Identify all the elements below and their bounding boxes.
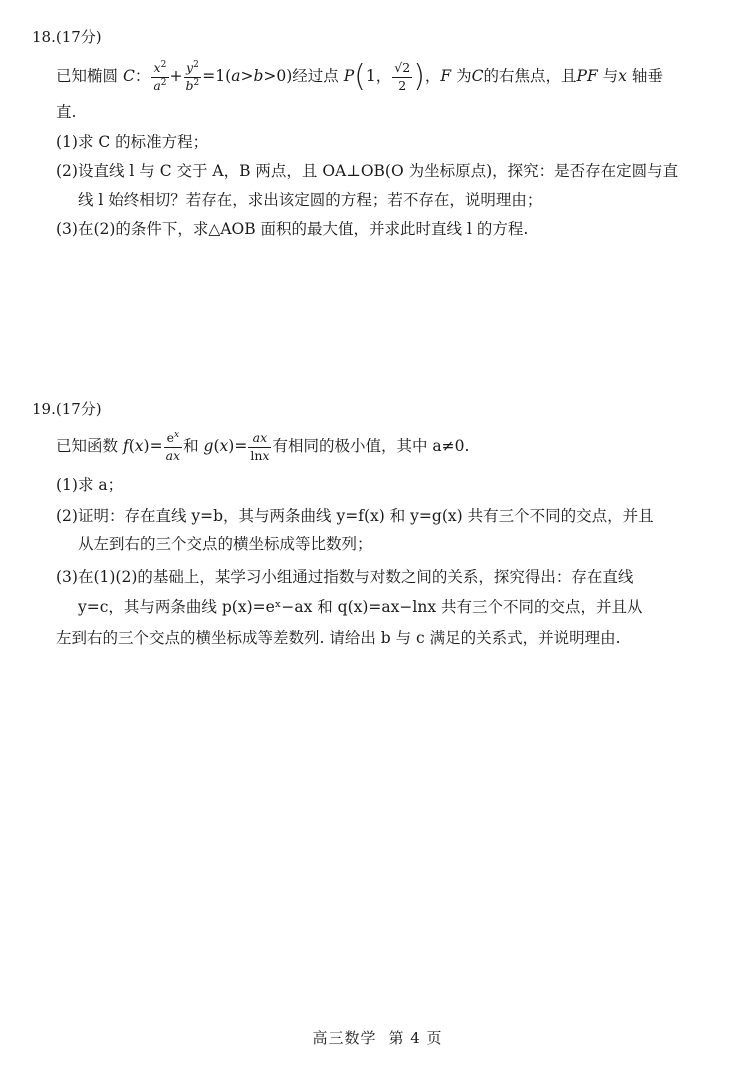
question-19-header: 19.(17分) [32,400,102,418]
fraction-ax-over-lnx: $\frac{ax}{\ln x}$ [250,430,270,463]
question-18-intro-wrap: 直. [56,103,77,121]
question-19-part-3-cont-1: y=c，其与两条曲线 p(x)=eˣ−ax 和 q(x)=ax−lnx 共有三个不同的交点，并且从 [78,598,643,616]
question-18-intro: 已知椭圆 C： $\frac{x^2}{a^2}$ + $\frac{y^2}{b^2}$ =1(a>b>0)经过点 P(1， $\frac{√2}{2}$ )，F 为C的右焦点，且PF 与x 轴垂 [56,59,663,94]
page-footer [0,1027,755,1048]
footer-subject: 高三数学 [312,1029,377,1047]
question-18-part-2-cont: 线 l 始终相切？若存在，求出该定圆的方程；若不存在，说明理由； [78,191,543,209]
question-19-part-1: (1)求 a； [56,476,124,494]
footer-page-number: 第 4 页 [388,1029,443,1047]
question-18-part-1: (1)求 C 的标准方程； [56,133,209,151]
question-18-part-3: (3)在(2)的条件下，求△AOB 面积的最大值，并求此时直线 l 的方程. [56,220,529,238]
fraction-sqrt2-2: $\frac{√2}{2}$ [394,60,411,93]
question-19-part-3-cont-2: 左到右的三个交点的横坐标成等差数列. 请给出 b 与 c 满足的关系式，并说明理由. [56,629,621,647]
question-19-part-2: (2)证明：存在直线 y=b，其与两条曲线 y=f(x) 和 y=g(x) 共有三个不同的交点，并且 [56,507,654,525]
question-19-part-3: (3)在(1)(2)的基础上，某学习小组通过指数与对数之间的关系，探究得出：存在直线 [56,568,634,586]
fraction-ex-over-ax: $\frac{e^x}{ax}$ [165,429,181,463]
question-19-part-2-cont: 从左到右的三个交点的横坐标成等比数列； [78,535,373,553]
question-19-intro: 已知函数 f(x)= $\frac{e^x}{ax}$ 和 g(x)= $\frac{ax}{\ln x}$ 有相同的极小值，其中 a≠0. [56,429,470,463]
question-18-part-2: (2)设直线 l 与 C 交于 A，B 两点，且 OA⊥OB(O 为坐标原点)，探究：是否存在定圆与直 [56,162,679,180]
fraction-x2-a2: $\frac{x^2}{a^2}$ [153,59,167,93]
fraction-y2-b2: $\frac{y^2}{b^2}$ [185,59,200,93]
question-18-header: 18.(17分) [32,28,102,46]
